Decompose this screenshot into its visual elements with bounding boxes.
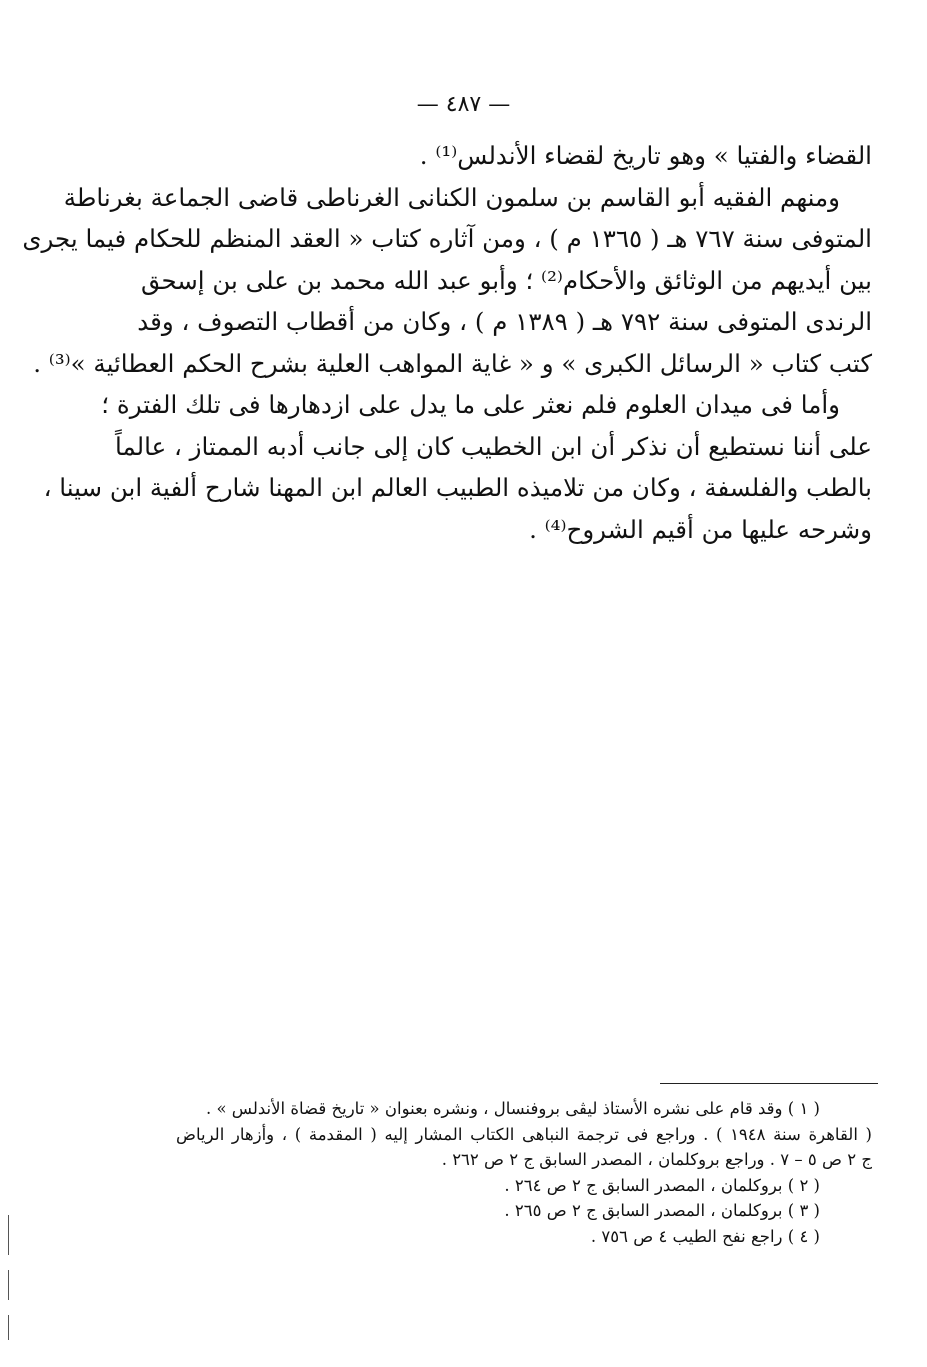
main-text xyxy=(22,135,872,550)
footnote-line: ( القاهرة سنة ١٩٤٨ ) . وراجع فى ترجمة النباهى الكتاب المشار إليه ( المقدمة ) ، وأزهار الرياض xyxy=(176,1124,872,1144)
text-line: المتوفى سنة ٧٦٧ هـ ( ١٣٦٥ م ) ، ومن آثاره كتاب « العقد المنظم للحكام فيما يجرى xyxy=(22,224,872,253)
footnote-line: ( ١ ) وقد قام على نشره الأستاذ ليڤى بروفنسال ، ونشره بعنوان « تاريخ قضاة الأندلس » . xyxy=(205,1099,820,1118)
scan-margin-marks xyxy=(8,1215,12,1345)
footnote-divider xyxy=(660,1083,878,1084)
scan-mark xyxy=(8,1215,9,1255)
scan-mark xyxy=(8,1270,9,1300)
text-line: بين أيديهم من الوثائق والأحكام⁽²⁾ ؛ وأبو عبد الله محمد بن على بن إسحق xyxy=(141,265,872,295)
text-line: الرندى المتوفى سنة ٧٩٢ هـ ( ١٣٨٩ م ) ، وكان من أقطاب التصوف ، وقد xyxy=(137,307,872,336)
text-line: وأما فى ميدان العلوم فلم نعثر على ما يدل على ازدهارها فى تلك الفترة ؛ xyxy=(101,390,840,419)
footnote-line: ( ٢ ) بروكلمان ، المصدر السابق ج ٢ ص ٢٦٤ . xyxy=(504,1175,820,1195)
scan-mark xyxy=(8,1315,9,1340)
text-line: بالطب والفلسفة ، وكان من تلاميذه الطبيب العالم ابن المهنا شارح ألفية ابن سينا ، xyxy=(43,473,872,502)
text-line: ومنهم الفقيه أبو القاسم بن سلمون الكنانى الغرناطى قاضى الجماعة بغرناطة xyxy=(63,182,840,212)
footnote-line: ج ٢ ص ٥ – ٧ . وراجع بروكلمان ، المصدر السابق ج ٢ ص ٢٦٢ . xyxy=(441,1150,872,1170)
footnotes xyxy=(176,1096,872,1250)
text-line: القضاء والفتيا » وهو تاريخ لقضاء الأندلس⁽¹⁾ . xyxy=(419,141,872,170)
text-line: وشرحه عليها من أقيم الشروح⁽⁴⁾ . xyxy=(529,514,872,544)
text-line: كتب كتاب « الرسائل الكبرى » و « غاية المواهب العلية بشرح الحكم العطائية »⁽³⁾ . xyxy=(33,348,872,378)
footnote-line: ( ٤ ) راجع نفح الطيب ٤ ص ٧٥٦ . xyxy=(590,1226,820,1246)
text-line: على أننا نستطيع أن نذكر أن ابن الخطيب كان إلى جانب أدبه الممتاز ، عالماً xyxy=(115,431,872,461)
footnote-line: ( ٣ ) بروكلمان ، المصدر السابق ج ٢ ص ٢٦٥ . xyxy=(504,1201,820,1221)
page-number: — ٤٨٧ — xyxy=(416,92,511,117)
